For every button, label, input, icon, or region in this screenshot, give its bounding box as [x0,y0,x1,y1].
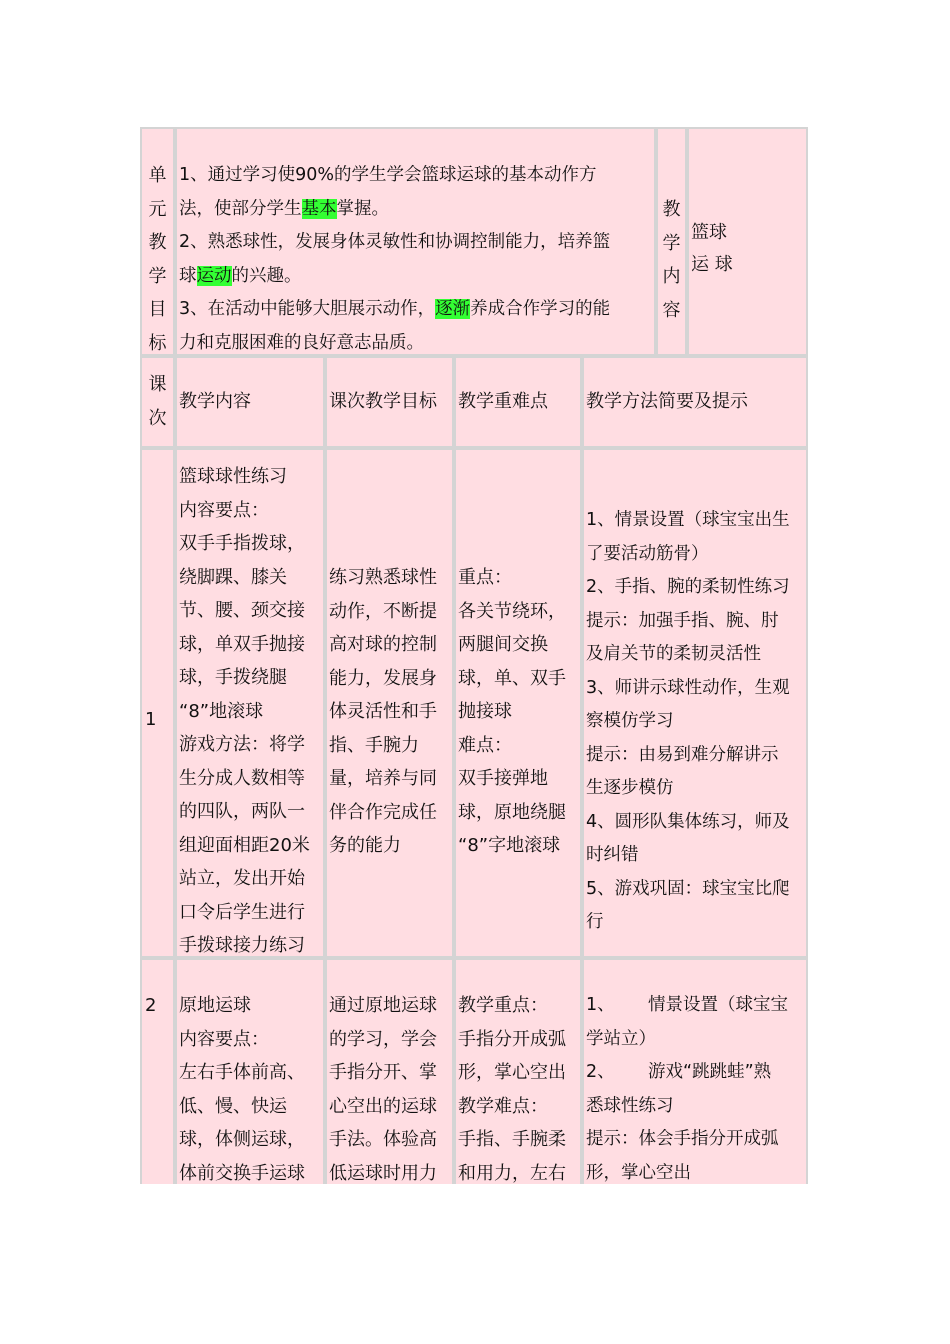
lesson-1-content: 篮球球性练习 内容要点： 双手手指拨球， 绕脚踝、膝关 节、腰、颈交接 球，单双手抛接 球，手拨绕腿 “8”地滚球 游戏方法：将学 生分成人数相等 的四队，两队一 组迎面相距20米 站立，发出开始 口令后学生进行 手拨球接力练习 [175,448,325,958]
header-keypoints: 教学重难点 [454,356,582,448]
lesson-2-keypoints: 教学重点： 手指分开成弧 形，掌心空出 教学难点： 手指、手腕柔 和用力，左右 [454,958,582,1184]
teaching-content-label: 教 学 内 容 [656,127,687,356]
lesson-2-method: 1、 情景设置（球宝宝 学站立） 2、 游戏“跳跳蛙”熟 悉球性练习 提示：体会手指分开成弧 形，掌心空出 [582,958,808,1184]
unit-goal-label: 单 元 教 学 目 标 [140,127,175,356]
unit-goals: 1、通过学习使90%的学生学会篮球运球的基本动作方 法，使部分学生基本掌握。 2、熟悉球性，发展身体灵敏性和协调控制能力，培养篮 球运动的兴趣。 3、在活动中能够大胆展示动作，逐渐养成合作学习的能 力和克服困难的良好意志品质。 [175,127,656,356]
header-content: 教学内容 [175,356,325,448]
lesson-1-method: 1、情景设置（球宝宝出生 了要活动筋骨） 2、手指、腕的柔韧性练习 提示：加强手指、腕、肘 及肩关节的柔韧灵活性 3、师讲示球性动作，生观 察模仿学习 提示：由易到难分解讲示 生逐步模仿 4、圆形队集体练习，师及 时纠错 5、游戏巩固：球宝宝比爬 行 [582,448,808,958]
lesson-2-number: 2 [140,958,175,1184]
header-goal: 课次教学目标 [325,356,454,448]
lesson-2-content: 原地运球 内容要点： 左右手体前高、 低、慢、快运 球，体侧运球， 体前交换手运球 [175,958,325,1184]
lesson-1-goal: 练习熟悉球性 动作，不断提 高对球的控制 能力，发展身 体灵活性和手 指、手腕力 量，培养与同 伴合作完成任 务的能力 [325,448,454,958]
lesson-plan-table [140,127,808,1184]
lesson-2-goal: 通过原地运球 的学习，学会 手指分开、掌 心空出的运球 手法。体验高 低运球时用力 [325,958,454,1184]
lesson-1-number: 1 [140,448,175,958]
teaching-content-value: 篮球 运 球 [687,127,808,356]
header-lesson-number: 课 次 [140,356,175,448]
header-method: 教学方法简要及提示 [582,356,808,448]
lesson-1-keypoints: 重点： 各关节绕环， 两腿间交换 球，单、双手 抛接球 难点： 双手接弹地 球，原地绕腿 “8”字地滚球 [454,448,582,958]
